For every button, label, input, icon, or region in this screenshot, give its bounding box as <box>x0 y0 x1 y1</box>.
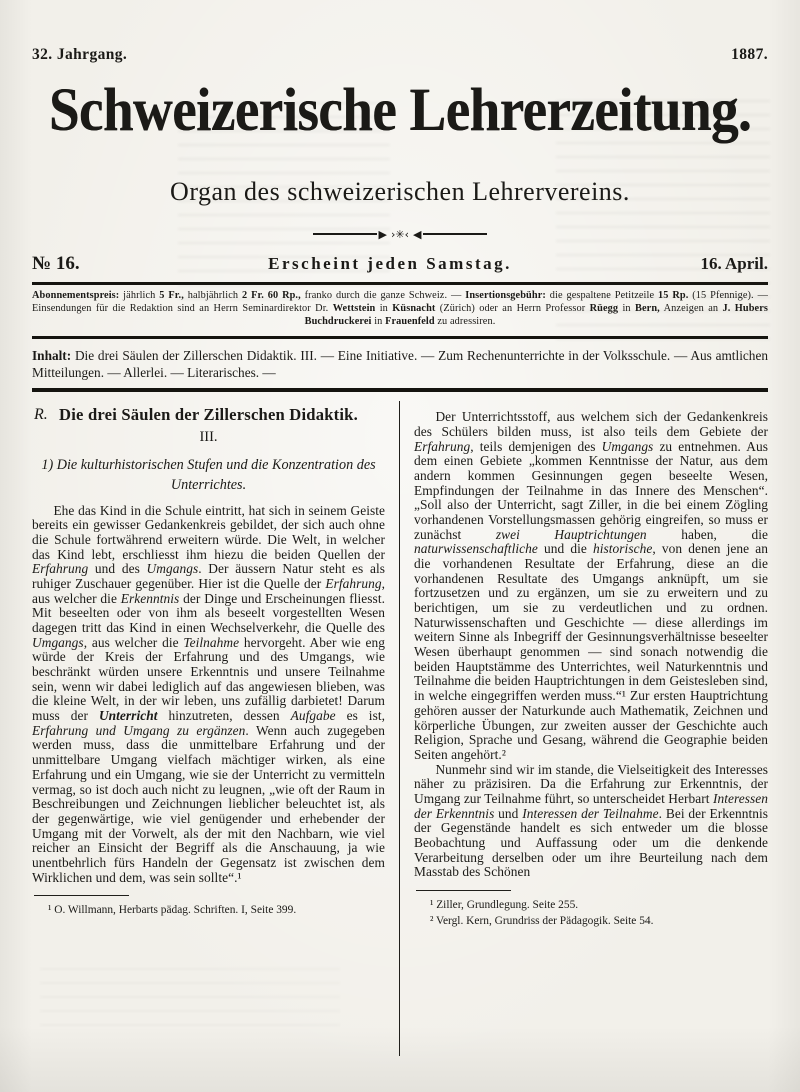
footnote: ¹ O. Willmann, Herbarts pädag. Schriften. I, Seite 399. <box>47 904 297 917</box>
issue-date: 16. April. <box>700 254 768 273</box>
volume-label: 32. Jahrgang. <box>32 46 128 63</box>
page-subtitle: Organ des schweizerischen Lehrervereins. <box>170 177 630 206</box>
rule <box>32 388 768 392</box>
arrow-left-icon: ◀ <box>413 227 422 241</box>
rule <box>32 336 768 339</box>
header-line <box>32 46 768 64</box>
footnote-separator <box>416 890 511 891</box>
frequency-label: Erscheint jeden Samstag. <box>268 254 512 273</box>
floret-icon: ›✳‹ <box>390 227 409 241</box>
section-heading: 1) Die kulturhistorischen Stufen und die Konzentration des Unterrichtes. <box>41 457 376 493</box>
article-heading-row <box>32 405 385 425</box>
imprint-text: Abonnementspreis: jährlich 5 Fr., halbjährlich 2 Fr. 60 Rp., franko durch die ganze Schweiz. — Insertionsgebühr: die gespaltene Petitzeile 15 Rp. (15 Pfennige). — Einsendungen für die Redaktion sind an Herrn Seminardirektor Dr. Wettstein in Küsnacht (Zürich) oder an Herrn Professor Rüegg in Bern, Anzeigen an J. Hubers Buchdruckerei in Frauenfeld zu adressiren. <box>32 290 769 328</box>
left-column <box>32 401 400 1056</box>
article-title: Die drei Säulen der Zillerschen Didaktik. <box>59 405 358 425</box>
article-part-number: III. <box>199 429 218 446</box>
author-initial: R. <box>34 406 48 424</box>
page-title: Schweizerische Lehrerzeitung. <box>48 75 752 144</box>
ornament-line <box>423 233 487 235</box>
rule <box>32 282 768 285</box>
article-columns <box>32 401 768 1056</box>
arrow-right-icon: ▶ <box>378 227 387 241</box>
right-column <box>400 401 768 1056</box>
footnote-separator <box>34 895 129 896</box>
issue-line <box>32 253 768 275</box>
footnote: ² Vergl. Kern, Grundriss der Pädagogik. Seite 54. <box>429 914 654 927</box>
table-of-contents: Inhalt: Die drei Säulen der Zillerschen Didaktik. III. — Eine Initiative. — Zum Rechenunterrichte in der Volksschule. — Aus amtlichen Mitteilungen. — Allerlei. — Literarisches. — <box>32 347 768 381</box>
year-label: 1887. <box>731 46 768 63</box>
issue-number: № 16. <box>32 253 80 274</box>
article-paragraph: Nunmehr sind wir im stande, die Vielseitigkeit des Interesses näher zu präzisiren. Da die Erfahrung zur Erkenntnis, der Umgang zur Teilnahme führt, so unterscheidet Herbart Interessen der Erkenntnis und Interessen der Teilnahme. Bei der Erkenntnis der Gegenstände handelt es sich entweder um die blosse Beobachtung und Auffassung oder um die denkende Verarbeitung derselben oder um ihre Beurteilung nach dem Masstab des Schönen <box>414 761 768 880</box>
ornament-line <box>313 233 377 235</box>
divider-ornament <box>32 227 768 241</box>
article-paragraph: Ehe das Kind in die Schule eintritt, hat sich in seinem Geiste bereits ein gewisser Gedankenkreis gebildet, der sich auch ohne die Schule fortwährend erweitern würde. Die Welt, in welcher das Kind lebt, erschliesst ihm hiezu die beiden Quellen der Erfahrung und des Umgangs. Der äussern Natur steht es als ruhiger Zuschauer gegenüber. Hier ist die Quelle der Erfahrung, aus welcher die Erkenntnis der Dinge und Erscheinungen fliesst. Mit beseelten oder von ihm als beseelt vorgestellten Wesen dagegen tritt das Kind in einen Wechselverkehr, die Quelle des Umgangs, aus welcher die Teilnahme hervorgeht. Aber wie eng würde der Kreis der Erfahrung und des Umgangs, wie beschränkt würden unsere Erkenntnis und unsere Teilnahme sein, wenn wir dabei lediglich auf das angewiesen blieben, was die kleine Welt, in der wir leben, uns zufällig darbietet! Darum muss der Unterricht hinzutreten, dessen Aufgabe es ist, Erfahrung und Umgang zu ergänzen. Wenn auch zugegeben werden muss, dass die unmittelbare Erfahrung und der unmittelbare Umgang vielfach mächtiger wirken, als eine Erfahrung und ein Umgang, wie sie der Unterricht zu vermitteln vermag, so ist doch auch nicht zu leugnen, „wie oft der Raum in Beschreibungen und Zeichnungen lieblicher beleuchtet ist, als der gegenwärtige, wie viel genügender und erhebender der Umgang mit der Vorwelt, als der mit den Nachbarn, wie viel reicher an Einsicht der Begriff als die Anschauung, ja wie unentbehrlich fürs Handeln der Gegensatz ist zwischen dem Wirklichen und dem, was sein sollte“.¹ <box>32 502 386 885</box>
footnote: ¹ Ziller, Grundlegung. Seite 255. <box>429 898 579 911</box>
article-paragraph: Der Unterrichtsstoff, aus welchem sich der Gedankenkreis des Schülers bilden muss, ist also teils dem Gebiete der Erfahrung, teils demjenigen des Umgangs zu entnehmen. Aus dem einen Gebiete „kommen Kenntnisse der Natur, aus dem andern kommen Gesinnungen gegen beseelte Wesen, Empfindungen der Teilnahme in das Innere des Menschen“. „Soll also der Unterricht, sagt Ziller, in die bei einem Zögling vorhandenen Vorstellungsmassen gehörig eingreifen, so muss er zunächst zwei Hauptrichtungen haben, die naturwissenschaftliche und die historische, von denen jene an die vorhandenen Resultate der Erfahrung, diese an die vorhandenen Resultate des Umgangs anknüpft, um sie fortzusetzen und zu ergänzen, um sie zu erweitern und zu berichtigen, um sie zu verdeutlichen und zu ordnen. Naturwissenschaften und Geschichte — diese allerdings im weitern Sinne als Inbegriff der Gesinnungsverhältnisse beseelter Wesen überhaupt genommen — sind sonach notwendig die beiden Hauptstämme des Unterrichtes, weil Naturkenntnis und Teilnahme die beiden Hauptrichtungen in dem Geistesleben sind, in welche eingegriffen werden muss.“¹ Zur ersten Hauptrichtung gehören ausser der Naturkunde auch Mathematik, Zeichnen und körperliche Übungen, zur zweiten ausser der Geschichte auch Religion, Sprache und Gesang, während die Geographie beiden Seiten angehört.² <box>414 409 768 762</box>
